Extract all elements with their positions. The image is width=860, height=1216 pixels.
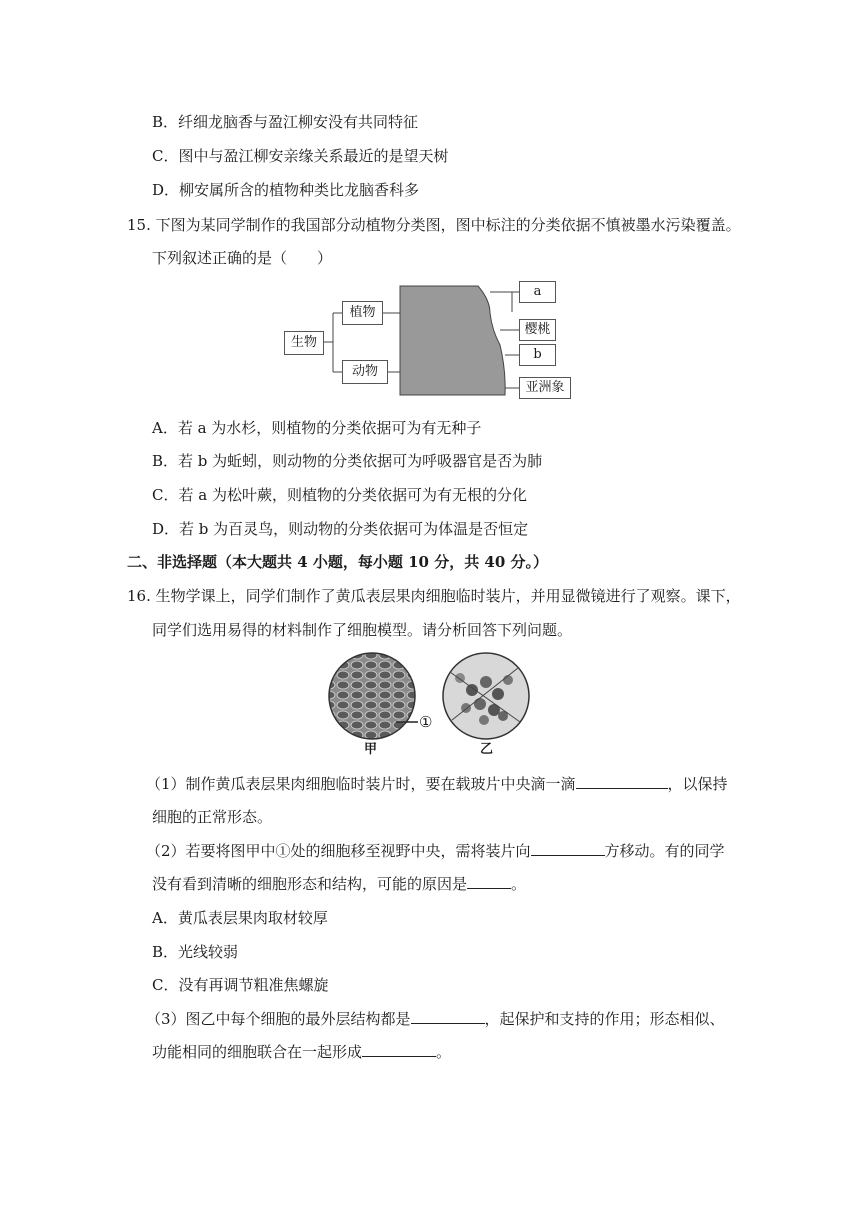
micrograph-yi <box>443 653 529 739</box>
q16-part3-text-b: ，起保护和支持的作用；形态相似、 <box>484 1010 725 1028</box>
answer-blank-2[interactable] <box>531 841 605 856</box>
q14-option-b: B．纤细龙脑香与盈江柳安没有共同特征 <box>152 113 419 131</box>
leaf-asian-elephant: 亚洲象 <box>519 377 571 399</box>
q16-part2-line2 <box>152 873 526 894</box>
leaf-a: a <box>519 281 556 303</box>
q16-option-a: A．黄瓜表层果肉取材较厚 <box>152 909 328 927</box>
q16-part1-text-a: （1）制作黄瓜表层果肉细胞临时装片时，要在载玻片中央滴一滴 <box>146 775 576 793</box>
q16-part3-text-a: （3）图乙中每个细胞的最外层结构都是 <box>146 1010 411 1028</box>
node-animal: 动物 <box>342 360 388 384</box>
q16-stem-line2: 同学们选用易得的材料制作了细胞模型。请分析回答下列问题。 <box>152 621 573 639</box>
q15-stem-line1: 15. 下图为某同学制作的我国部分动植物分类图，图中标注的分类依据不慎被墨水污染覆盖。 <box>127 216 741 234</box>
q15-option-b: B．若 b 为蚯蚓，则动物的分类依据可为呼吸器官是否为肺 <box>152 452 543 470</box>
q14-option-d: D．柳安属所含的植物种类比龙脑香科多 <box>152 181 420 199</box>
micrograph-jia <box>329 653 415 739</box>
q16-part3-line1 <box>146 1008 725 1029</box>
q16-part2-line1 <box>146 840 725 861</box>
q16-part2-text-c: 没有看到清晰的细胞形态和结构，可能的原因是 <box>152 875 468 893</box>
answer-blank-3[interactable] <box>467 874 511 889</box>
node-root: 生物 <box>284 331 324 355</box>
q14-option-c: C．图中与盈江柳安亲缘关系最近的是望天树 <box>152 147 449 165</box>
q15-option-c: C．若 a 为松叶蕨，则植物的分类依据可为有无根的分化 <box>152 486 527 504</box>
q15-option-a: A．若 a 为水杉，则植物的分类依据可为有无种子 <box>152 419 482 437</box>
q16-part1-line1 <box>146 773 728 794</box>
q16-part2-text-d: 。 <box>511 875 527 893</box>
leaf-b: b <box>519 344 556 366</box>
q16-part2-text-a: （2）若要将图甲中①处的细胞移至视野中央，需将装片向 <box>146 842 531 860</box>
answer-blank-4[interactable] <box>411 1009 485 1024</box>
answer-blank-5[interactable] <box>362 1042 436 1057</box>
q16-option-c: C．没有再调节粗准焦螺旋 <box>152 976 329 994</box>
marker-1: ① <box>419 713 433 731</box>
answer-blank-1[interactable] <box>576 774 668 789</box>
q16-stem-line1: 16. 生物学课上，同学们制作了黄瓜表层果肉细胞临时装片，并用显微镜进行了观察。课下， <box>127 587 741 605</box>
q16-option-b: B．光线较弱 <box>152 943 239 961</box>
section-2-title: 二、非选择题（本大题共 4 小题，每小题 10 分，共 40 分。） <box>127 553 549 571</box>
q16-part3-line2 <box>152 1041 451 1062</box>
q16-part2-text-b: 方移动。有的同学 <box>604 842 725 860</box>
q15-option-d: D．若 b 为百灵鸟，则动物的分类依据可为体温是否恒定 <box>152 520 529 538</box>
q16-part3-text-c: 功能相同的细胞联合在一起形成 <box>152 1043 363 1061</box>
q16-part1-line2: 细胞的正常形态。 <box>152 808 273 826</box>
q16-part3-text-d: 。 <box>436 1043 452 1061</box>
node-plant: 植物 <box>342 301 383 325</box>
q15-stem-line2: 下列叙述正确的是（ ） <box>152 249 333 267</box>
leaf-cherry: 樱桃 <box>519 319 556 341</box>
q16-part1-text-b: ，以保持 <box>667 775 728 793</box>
label-yi: 乙 <box>480 742 494 757</box>
label-jia: 甲 <box>364 742 378 757</box>
